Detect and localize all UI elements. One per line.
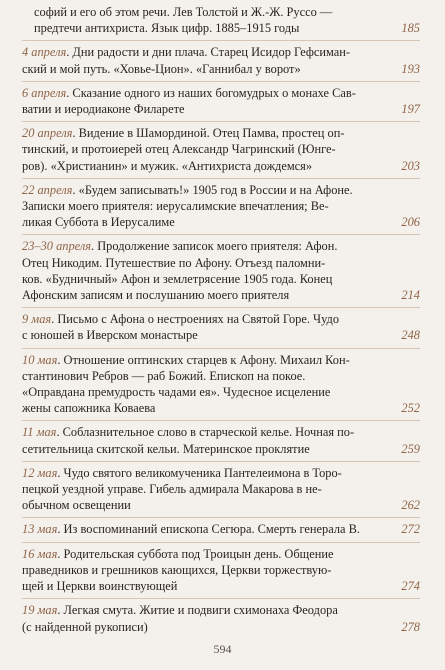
toc-page-number: 252 bbox=[401, 401, 420, 416]
toc-entry-date: 11 мая bbox=[22, 425, 57, 440]
toc-entry-text: . Сказание одного из наших богомудрых о монахе Сав- bbox=[66, 85, 356, 100]
toc-entry-date: 13 мая bbox=[22, 522, 58, 537]
toc-page-number: 197 bbox=[401, 102, 420, 117]
toc-entry bbox=[22, 82, 420, 122]
toc-entry bbox=[22, 543, 420, 600]
toc-page-number: 203 bbox=[401, 158, 420, 173]
toc-entry-text: Записки моего приятеля: иерусалимские впечатления; Ве- bbox=[22, 199, 329, 214]
toc-entry-line bbox=[22, 521, 420, 537]
toc-entry-line bbox=[22, 287, 420, 303]
toc-entry-text: . Родительская суббота под Троицын день. Общение bbox=[57, 546, 334, 561]
toc-entry-line bbox=[22, 384, 420, 400]
toc-entry-text: тинский, и протоиерей отец Александр Чагринский (Юнге- bbox=[22, 142, 336, 157]
toc-entry-text: сетительница скитской кельи. Материнское проклятие bbox=[22, 441, 310, 456]
toc-entry-text: . Из воспоминаний епископа Сегюра. Смерть генерала В. bbox=[57, 522, 360, 537]
toc-entry-text: ский и мой путь. «Ховье-Цион». «Ганнибал у ворот» bbox=[22, 61, 301, 76]
toc-page-number: 248 bbox=[401, 328, 420, 343]
toc-entry-line bbox=[22, 441, 420, 457]
toc-entry-text: . Отношение оптинских старцев к Афону. Михаил Кон- bbox=[57, 352, 350, 367]
toc-page-number: 262 bbox=[401, 498, 420, 513]
toc-entry-date: 12 мая bbox=[22, 465, 58, 480]
toc-entry-line bbox=[22, 602, 420, 618]
toc-entry-line bbox=[22, 141, 420, 157]
toc-entry-line bbox=[22, 158, 420, 174]
toc-entry bbox=[22, 41, 420, 81]
toc-entry bbox=[22, 179, 420, 236]
toc-entry-line bbox=[22, 424, 420, 440]
toc-entry-text: (с найденной рукописи) bbox=[22, 619, 148, 634]
toc-entry-text: с юношей в Иверском монастыре bbox=[22, 328, 198, 343]
toc-entry-line bbox=[22, 182, 420, 198]
toc-entry-line bbox=[22, 198, 420, 214]
toc-entry-date: 4 апреля bbox=[22, 45, 67, 60]
toc-page-number: 274 bbox=[401, 579, 420, 594]
toc-entry-text: жены сапожника Коваева bbox=[22, 401, 156, 416]
toc-entry-date: 10 мая bbox=[22, 352, 58, 367]
toc-entry-line bbox=[22, 578, 420, 594]
toc-entry-line bbox=[22, 352, 420, 368]
toc-page-number: 206 bbox=[401, 215, 420, 230]
toc-entry bbox=[22, 308, 420, 348]
toc-entry-line bbox=[22, 4, 420, 20]
toc-entry-line bbox=[22, 214, 420, 230]
toc-entry-date: 9 мая bbox=[22, 312, 52, 327]
toc-entry-text: . Чудо святого великомученика Пантелеимона в Торо- bbox=[57, 465, 342, 480]
toc-entry-text: ватии и иеродиаконе Филарете bbox=[22, 102, 185, 117]
toc-entry-line bbox=[22, 619, 420, 635]
toc-entry-date: 22 апреля bbox=[22, 182, 73, 197]
toc-entry-line bbox=[22, 61, 420, 77]
toc-entry-line bbox=[22, 44, 420, 60]
toc-entry bbox=[22, 518, 420, 542]
toc-entry-text: предтечи антихриста. Язык цифр. 1885–1915 годы bbox=[34, 21, 300, 36]
toc-entry-line bbox=[22, 271, 420, 287]
toc-page-number: 259 bbox=[401, 441, 420, 456]
toc-entry-text: Афонским записям и послушанию моего приятеля bbox=[22, 288, 290, 303]
toc-entry-text: пецкой уездной управе. Гибель адмирала Макарова в не- bbox=[22, 482, 322, 497]
toc-entry bbox=[22, 599, 420, 638]
toc-entry bbox=[22, 462, 420, 519]
toc-entry-date: 6 апреля bbox=[22, 85, 67, 100]
toc-entry-line bbox=[22, 546, 420, 562]
toc-entry-text: ликая Суббота в Иерусалиме bbox=[22, 215, 175, 230]
toc-entry-line bbox=[22, 400, 420, 416]
toc-entry-text: обычном освещении bbox=[22, 498, 131, 513]
toc-entry bbox=[22, 349, 420, 422]
toc-entry-line bbox=[22, 255, 420, 271]
toc-entry-line bbox=[22, 20, 420, 36]
toc-entry-text: . Соблазнительное слово в старческой келье. Ночная по- bbox=[56, 425, 355, 440]
toc-entry-text: софий и его об этом речи. Лев Толстой и Ж.-Ж. Руссо — bbox=[34, 5, 333, 19]
toc-page-number: 214 bbox=[401, 288, 420, 303]
toc-entry-text: . Письмо с Афона о нестроениях на Святой Горе. Чудо bbox=[51, 312, 340, 327]
toc-entry-text: . Легкая смута. Житие и подвиги схимонаха Феодора bbox=[57, 603, 338, 618]
toc-entry bbox=[22, 421, 420, 461]
toc-entry bbox=[22, 122, 420, 179]
toc-entry-line bbox=[22, 497, 420, 513]
toc-entry-date: 16 мая bbox=[22, 546, 58, 561]
toc-entry-line bbox=[22, 125, 420, 141]
toc-entry bbox=[22, 4, 420, 41]
toc-entry-text: . «Будем записывать!» 1905 год в России и на Афоне. bbox=[72, 182, 353, 197]
toc-entry-line bbox=[22, 327, 420, 343]
toc-entry-line bbox=[22, 368, 420, 384]
toc-entry-text: Отец Никодим. Путешествие по Афону. Отъезд паломни- bbox=[22, 255, 326, 270]
toc-entry-date: 23–30 апреля bbox=[22, 239, 92, 254]
toc-entry-text: щей и Церкви воинствующей bbox=[22, 579, 178, 594]
toc-entry-text: . Видение в Шамординой. Отец Памва, простец оп- bbox=[72, 126, 345, 141]
page-number: 594 bbox=[213, 642, 232, 656]
toc-entry bbox=[22, 235, 420, 308]
toc-page-number: 272 bbox=[401, 522, 420, 537]
toc-entry-line bbox=[22, 311, 420, 327]
toc-entry-text: ров). «Христианин» и мужик. «Антихриста дождемся» bbox=[22, 158, 313, 173]
toc-entry-line bbox=[22, 85, 420, 101]
toc-entry-text: «Оправдана премудрость чадами ея». Чудесное исцеление bbox=[22, 385, 331, 400]
toc-entry-line bbox=[22, 101, 420, 117]
toc-entry-line bbox=[22, 238, 420, 254]
toc-entry-date: 19 мая bbox=[22, 603, 58, 618]
toc-entry-text: стантинович Ребров — раб Божий. Епископ на покое. bbox=[22, 368, 306, 383]
toc-entry-text: . Продолжение записок моего приятеля: Афон. bbox=[91, 239, 338, 254]
toc-entry-text: праведников и грешников кающихся, Церкви торжествую- bbox=[22, 562, 332, 577]
table-of-contents bbox=[22, 4, 420, 639]
toc-entry-line bbox=[22, 481, 420, 497]
toc-entry-text: . Дни радости и дни плача. Старец Исидор Гефсиман- bbox=[66, 45, 351, 60]
toc-entry-line bbox=[22, 562, 420, 578]
toc-page-number: 193 bbox=[401, 61, 420, 76]
toc-page-number: 185 bbox=[401, 21, 420, 36]
toc-page-number: 278 bbox=[401, 619, 420, 634]
toc-entry-line bbox=[22, 465, 420, 481]
toc-entry-text: ков. «Будничный» Афон и землетрясение 1905 года. Конец bbox=[22, 271, 333, 286]
toc-entry-date: 20 апреля bbox=[22, 126, 73, 141]
